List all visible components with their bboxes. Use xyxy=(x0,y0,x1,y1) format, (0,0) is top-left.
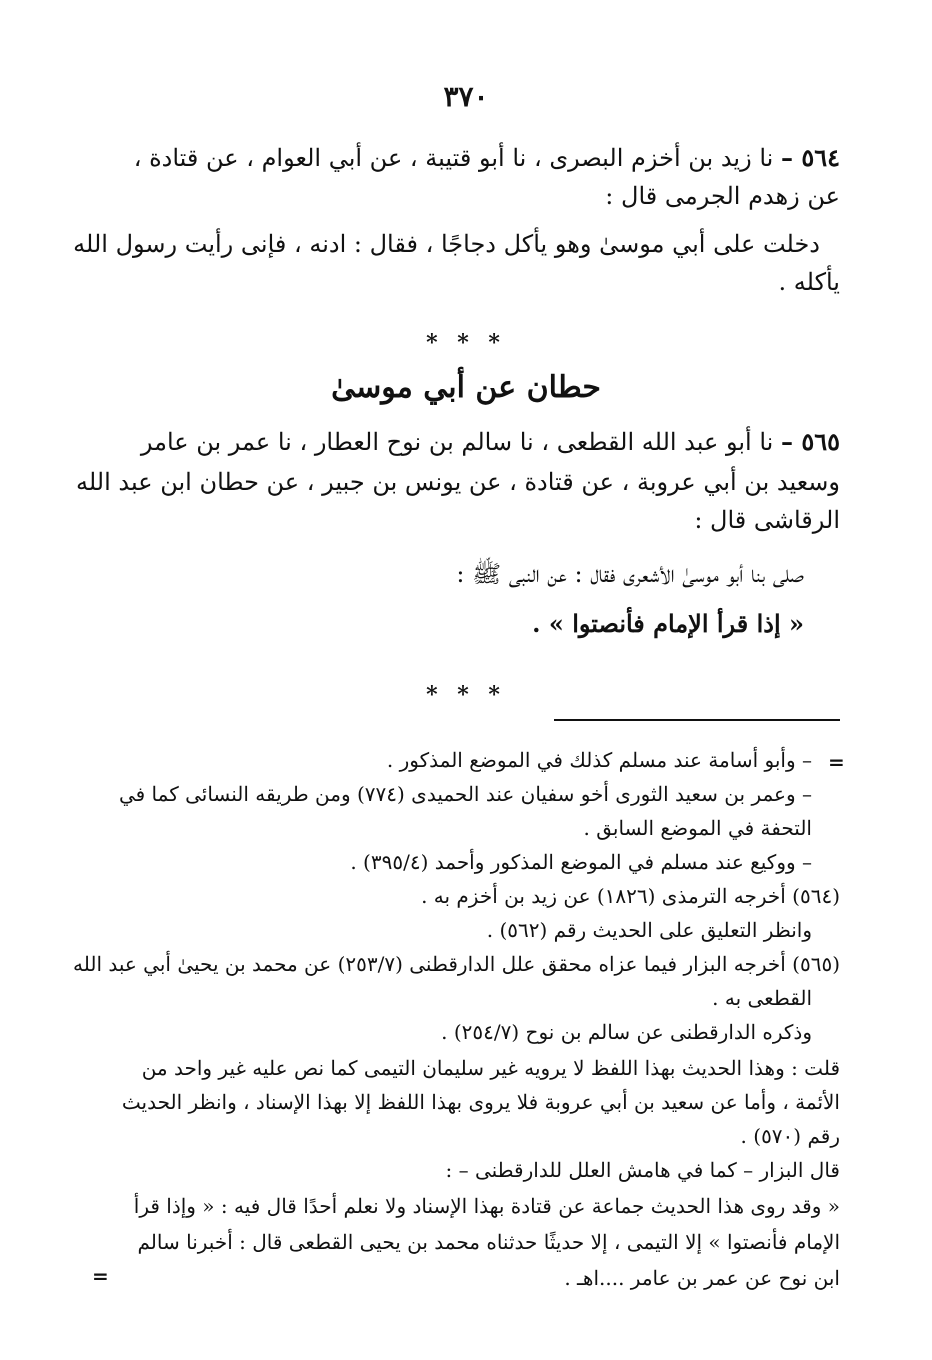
hadith-564-line-3: دخلت على أبي موسىٰ وهو يأكل دجاجًا ، فقال : ادنه ، فإنى رأيت رسول الله xyxy=(73,230,820,258)
footnote-line-11: الأئمة ، وأما عن سعيد بن أبي عروبة فلا يروى بهذا اللفظ إلا بهذا الإسناد ، وانظر الحديث xyxy=(121,1090,840,1114)
footnote-line-13: قال البزار – كما في هامش العلل للدارقطنى – : xyxy=(445,1158,840,1182)
footnote-line-15: الإمام فأنصتوا » إلا التيمى ، إلا حديثًا حدثناه محمد بن يحيى القطعى قال : أخبرنا سالم xyxy=(137,1230,840,1254)
footnote-continuation-mark: = xyxy=(828,750,845,774)
hadith-564-line-1 xyxy=(92,143,840,172)
hadith-565-quote: « إذا قرأ الإمام فأنصتوا » . xyxy=(532,609,804,638)
hadith-564-line-4: يأكله . xyxy=(778,268,840,296)
footnote-line-14: « وقد روى هذا الحديث جماعة عن قتادة بهذا الإسناد ولا نعلم أحدًا قال فيه : « وإذا قرأ xyxy=(133,1194,840,1218)
separator-stars-1: * * * xyxy=(426,330,506,356)
footnote-line-10: قلت : وهذا الحديث بهذا اللفظ لا يرويه غير سليمان التيمى كما نص عليه غير واحد من xyxy=(141,1056,840,1080)
footnote-line-1: – وأبو أسامة عند مسلم كذلك في الموضع المذكور . xyxy=(386,748,812,772)
hadith-565-number: ٥٦٥ – xyxy=(780,427,840,456)
footnote-line-6: وانظر التعليق على الحديث رقم (٥٦٢) . xyxy=(486,918,812,942)
footnote-line-12: رقم (٥٧٠) . xyxy=(740,1124,840,1148)
hadith-564-line-2: عن زهدم الجرمى قال : xyxy=(605,182,840,210)
hadith-564-text-1: نا زيد بن أخزم البصرى ، نا أبو قتيبة ، عن أبي العوام ، عن قتادة ، xyxy=(133,144,774,172)
hadith-565-line-4: صلى بنا أبو موسىٰ الأشعرى فقال : عن النبى ﷺ : xyxy=(456,560,804,588)
hadith-565-line-2: وسعيد بن أبي عروبة ، عن قتادة ، عن يونس بن جبير ، عن حطان ابن عبد الله xyxy=(75,468,840,496)
footnote-line-3: التحفة في الموضع السابق . xyxy=(583,816,812,840)
hadith-564-number: ٥٦٤ – xyxy=(780,143,840,172)
hadith-565-line-1 xyxy=(92,427,840,456)
footnote-line-7: (٥٦٥) أخرجه البزار فيما عزاه محقق علل الدارقطنى (٢٥٣/٧) عن محمد بن يحيىٰ أبي عبد الله xyxy=(73,952,840,976)
footnote-line-4: – ووكيع عند مسلم في الموضع المذكور وأحمد (٣٩٥/٤) . xyxy=(350,850,812,874)
footnote-end-mark: = xyxy=(92,1264,109,1288)
footnote-line-8: القطعى به . xyxy=(712,986,812,1010)
hadith-565-line-3: الرقاشى قال : xyxy=(694,506,840,534)
section-heading: حطان عن أبي موسىٰ xyxy=(331,370,601,405)
footnote-line-5: (٥٦٤) أخرجه الترمذى (١٨٢٦) عن زيد بن أخزم به . xyxy=(421,884,840,908)
footnote-line-9: وذكره الدارقطنى عن سالم بن نوح (٢٥٤/٧) . xyxy=(441,1020,812,1044)
separator-stars-2: * * * xyxy=(426,682,506,708)
hadith-565-text-1: نا أبو عبد الله القطعى ، نا سالم بن نوح العطار ، نا عمر بن عامر xyxy=(140,428,774,456)
footnote-line-2: – وعمر بن سعيد الثورى أخو سفيان عند الحميدى (٧٧٤) ومن طريقه النسائى كما في xyxy=(118,782,812,806)
footnote-line-16: ابن نوح عن عمر بن عامر ....اهـ . xyxy=(564,1266,840,1290)
footnote-separator-rule xyxy=(554,719,840,721)
page-number: ٣٧٠ xyxy=(443,80,489,113)
